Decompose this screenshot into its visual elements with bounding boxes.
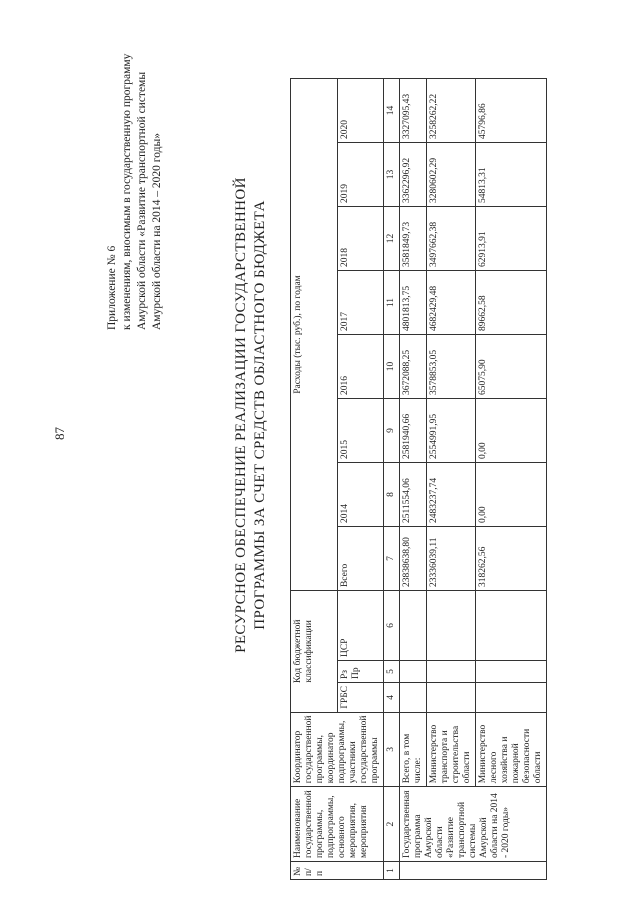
heading-line-1: РЕСУРСНОЕ ОБЕСПЕЧЕНИЕ РЕАЛИЗАЦИИ ГОСУДАРСТВЕННОЙ (233, 177, 249, 653)
value-2017: 4801813,75 (400, 271, 427, 335)
header-kbk: Код бюджетной классификации (291, 591, 338, 713)
colnum: 2 (384, 787, 400, 862)
coordinator: Министерство лесного хозяйства и пожарной безопасности области (476, 712, 547, 787)
coordinator: Министерство транспорта и строительства области (427, 712, 476, 787)
column-number-row (384, 79, 400, 880)
coordinator: Всего, в том числе: (400, 712, 427, 787)
value-2014: 0,00 (476, 463, 547, 527)
value-2014: 2483237,74 (427, 463, 476, 527)
value-2016: 3578853,05 (427, 335, 476, 399)
colnum: 7 (384, 527, 400, 591)
program-name: Государственная программа Амурской области «Развитие транспортной системы Амурской области на 2014 - 2020 годы» (400, 787, 547, 862)
value-total: 23336039,11 (427, 527, 476, 591)
colnum: 5 (384, 661, 400, 683)
value-2019: 3280602,29 (427, 143, 476, 207)
value-2020: 3327095,43 (400, 79, 427, 143)
appendix-title: Приложение № 6 (106, 245, 118, 330)
header-2015: 2015 (337, 399, 384, 463)
colnum: 6 (384, 591, 400, 661)
header-2014: 2014 (337, 463, 384, 527)
colnum: 8 (384, 463, 400, 527)
appendix-text: к изменениям, вносимым в государственную программу Амурской области «Развитие транспортной системы Амурской области на 2014 – 2020 годы» (121, 53, 163, 330)
heading-line-2: ПРОГРАММЫ ЗА СЧЕТ СРЕДСТВ ОБЛАСТНОГО БЮДЖЕТА (252, 200, 268, 630)
colnum: 1 (384, 862, 400, 880)
colnum: 9 (384, 399, 400, 463)
header-name: Наименование государственной программы, подпрограммы, основного мероприятия, мероприятия (291, 787, 384, 862)
colnum: 3 (384, 712, 400, 787)
header-2020: 2020 (337, 79, 384, 143)
header-2017: 2017 (337, 271, 384, 335)
header-2019: 2019 (337, 143, 384, 207)
colnum: 11 (384, 271, 400, 335)
table-row (427, 79, 476, 880)
value-2016: 3672088,25 (400, 335, 427, 399)
header-2016: 2016 (337, 335, 384, 399)
colnum: 10 (384, 335, 400, 399)
header-row-1 (291, 79, 338, 880)
colnum: 14 (384, 79, 400, 143)
value-2020: 3258262,22 (427, 79, 476, 143)
colnum: 12 (384, 207, 400, 271)
value-2019: 3362296,92 (400, 143, 427, 207)
value-2018: 3497662,38 (427, 207, 476, 271)
value-2015: 2581940,66 (400, 399, 427, 463)
value-2018: 3581849,73 (400, 207, 427, 271)
page-number: 87 (52, 427, 67, 440)
header-rzpr: Рз Пр (337, 661, 384, 683)
value-2015: 0,00 (476, 399, 547, 463)
value-2017: 89662,58 (476, 271, 547, 335)
header-expenses: Расходы (тыс. руб.), по годам (291, 79, 338, 591)
header-coordinator: Координатор государственной программы, координатор подпрограммы, участники государственной программы (291, 712, 384, 787)
value-total: 23838638,80 (400, 527, 427, 591)
header-grbs: ГРБС (337, 683, 384, 713)
document-heading (232, 115, 270, 715)
header-num: № п/п (291, 862, 384, 880)
header-2018: 2018 (337, 207, 384, 271)
value-2018: 62913,91 (476, 207, 547, 271)
header-csr: ЦСР (337, 591, 384, 661)
value-2020: 45796,86 (476, 79, 547, 143)
appendix-note (105, 30, 165, 330)
table-row (476, 79, 547, 880)
resource-table (290, 78, 547, 880)
value-2015: 2554991,95 (427, 399, 476, 463)
value-2017: 4682429,48 (427, 271, 476, 335)
colnum: 4 (384, 683, 400, 713)
value-2019: 54813,31 (476, 143, 547, 207)
value-2014: 2511554,06 (400, 463, 427, 527)
table-row (400, 79, 427, 880)
value-2016: 65075,90 (476, 335, 547, 399)
value-total: 318262,56 (476, 527, 547, 591)
colnum: 13 (384, 143, 400, 207)
header-total: Всего (337, 527, 384, 591)
row-number (400, 862, 547, 880)
